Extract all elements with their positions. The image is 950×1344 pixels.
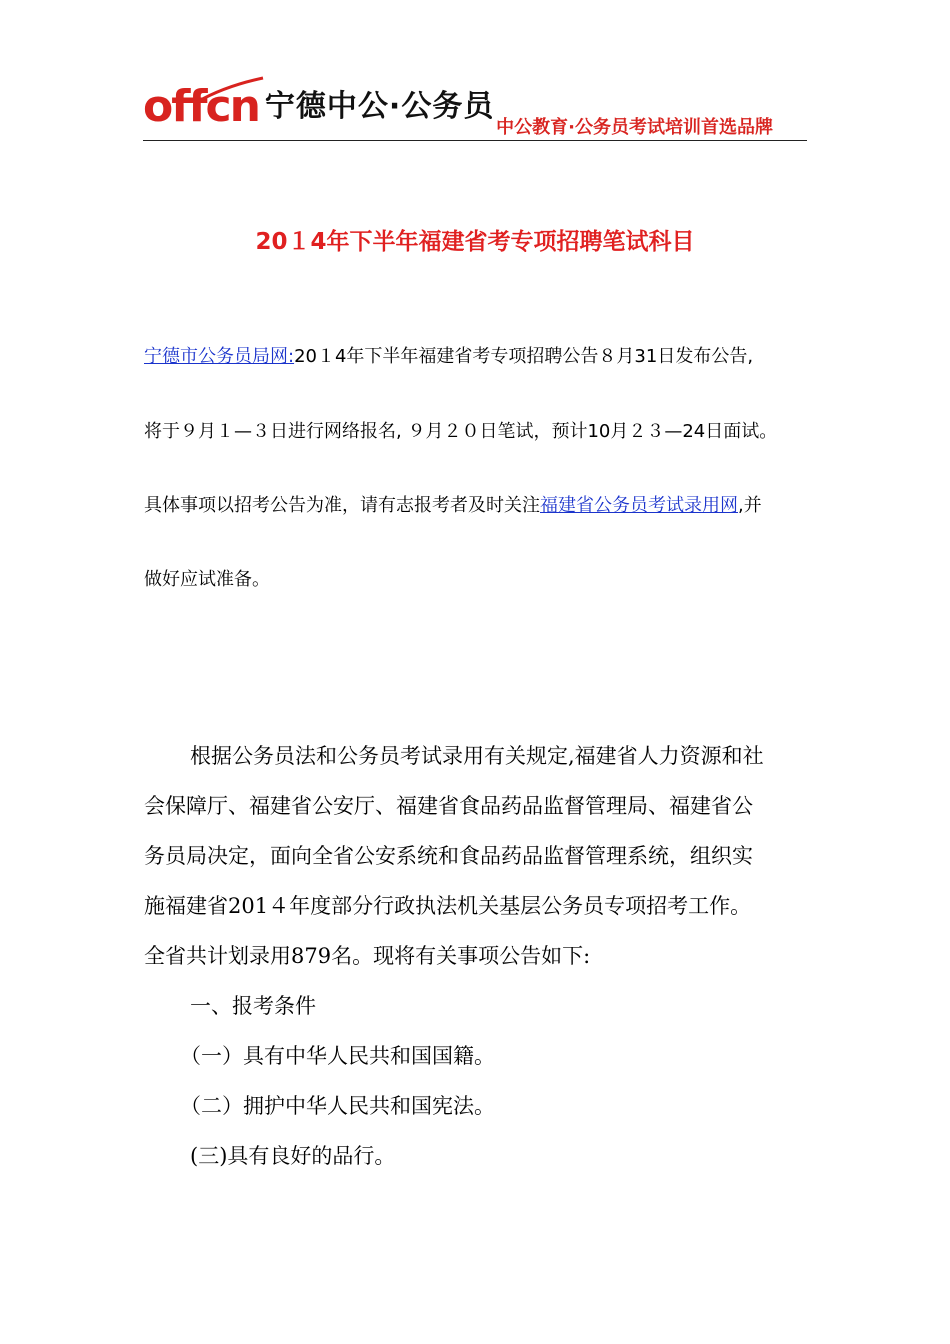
body-line: 会保障厅、福建省公安厅、福建省食品药品监督管理局、福建省公 bbox=[144, 794, 753, 818]
intro-line-1 bbox=[144, 344, 824, 370]
intro-line-1-text: 20１4年下半年福建省考专项招聘公告８月31日发布公告, bbox=[294, 346, 754, 367]
body-line: 全省共计划录用879名。现将有关事项公告如下: bbox=[144, 944, 591, 968]
intro-line-3 bbox=[144, 493, 824, 519]
intro-line-3-tail: ,并 bbox=[738, 495, 762, 516]
intro-line-3-text: 具体事项以招考公告为准，请有志报考者及时关注 bbox=[144, 495, 540, 516]
logo-chinese-text: 宁德中公·公务员 bbox=[264, 89, 495, 124]
section-heading: 一、报考条件 bbox=[190, 994, 316, 1018]
fujian-exam-site-link[interactable]: 福建省公务员考试录用网 bbox=[540, 495, 738, 516]
logo-latin-text: offcn bbox=[143, 81, 259, 132]
intro-line-2: 将于９月１—３日进行网络报名, ９月２０日笔试，预计10月２３—24日面试。 bbox=[144, 421, 778, 442]
body-line: 根据公务员法和公务员考试录用有关规定,福建省人力资源和社 bbox=[190, 744, 764, 768]
header-divider bbox=[143, 140, 807, 141]
body-line: 务员局决定，面向全省公安系统和食品药品监督管理系统，组织实 bbox=[144, 844, 753, 868]
intro-line-4: 做好应试准备。 bbox=[144, 569, 270, 590]
offcn-logo bbox=[143, 82, 494, 132]
condition-item: （二）拥护中华人民共和国宪法。 bbox=[180, 1094, 495, 1118]
condition-item: （一）具有中华人民共和国国籍。 bbox=[180, 1044, 495, 1068]
body-line: 施福建省201４年度部分行政执法机关基层公务员专项招考工作。 bbox=[144, 894, 752, 918]
header-slogan: 中公教育·公务员考试培训首选品牌 bbox=[496, 117, 773, 138]
document-header bbox=[143, 82, 807, 144]
ningde-civil-service-link[interactable]: 宁德市公务员局网: bbox=[144, 346, 295, 367]
document-title: 20１4年下半年福建省考专项招聘笔试科目 bbox=[255, 229, 695, 255]
condition-item: (三)具有良好的品行。 bbox=[190, 1144, 396, 1168]
logo-swoosh-icon bbox=[195, 76, 265, 104]
